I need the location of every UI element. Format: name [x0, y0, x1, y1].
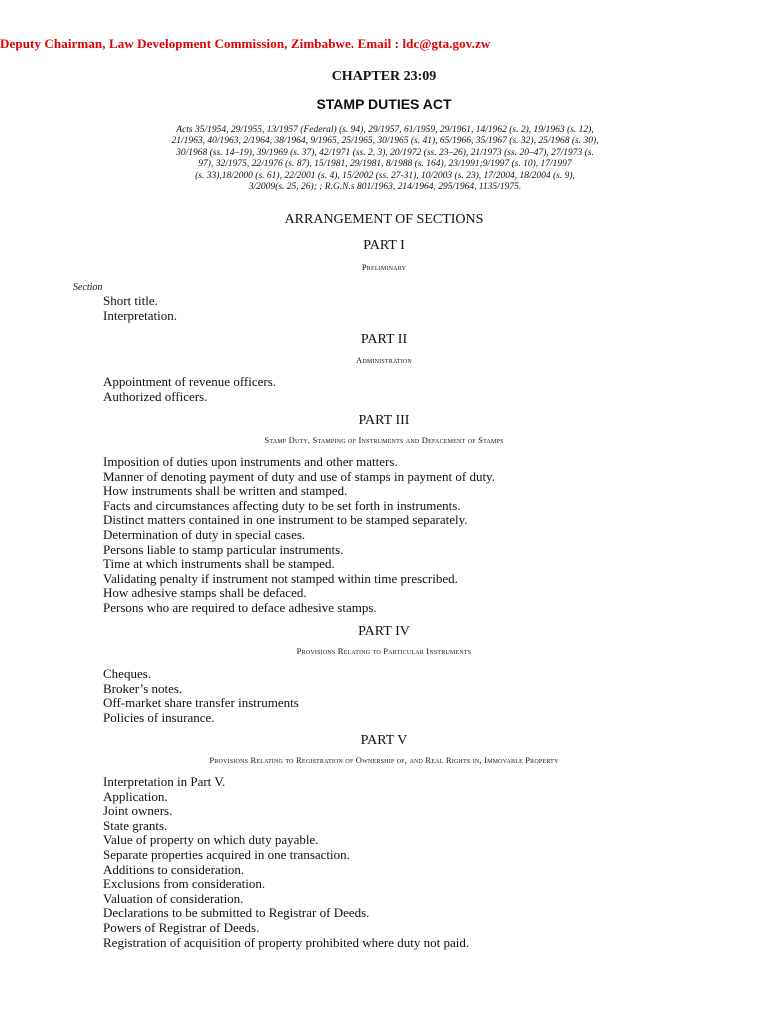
section-title: Interpretation in Part V. — [103, 774, 226, 789]
acts-citation-line: 21/1963, 40/1963, 2/1964, 38/1964, 9/1965, 25/1965, 30/1965 (s. 41), 65/1966, 35/1967 (s. 32), 25/1968 (s. 30), — [171, 136, 599, 147]
section-title: Separate properties acquired in one transaction. — [103, 846, 350, 862]
section-title: Determination of duty in special cases. — [103, 526, 306, 542]
part-subtitle: Provisions Relating to Registration of Ownership of, and Real Rights in, Immovable Property — [209, 755, 559, 765]
acts-citation-line: 3/2009(s. 25, 26); ; R.G.N.s 801/1963, 214/1964, 295/1964, 1135/1975. — [248, 182, 522, 193]
part-title: PART V — [360, 733, 408, 748]
part-subtitle: Provisions Relating to Particular Instruments — [296, 646, 472, 656]
act-title: STAMP DUTIES ACT — [316, 96, 452, 112]
arrangement-heading: ARRANGEMENT OF SECTIONS — [284, 212, 484, 227]
acts-citation-line: Acts 35/1954, 29/1955, 13/1957 (Federal) (s. 94), 29/1957, 61/1959, 29/1961, 14/1962 (s. 2), 19/1963 (s. 12), — [176, 125, 594, 135]
acts-citation — [140, 125, 630, 193]
section-title: Registration of acquisition of property prohibited where duty not paid. — [103, 934, 470, 950]
section-title: How instruments shall be written and stamped. — [103, 483, 348, 499]
part-subtitle: Preliminary — [361, 262, 407, 272]
section-title: Short title. — [103, 293, 158, 308]
section-title: Off-market share transfer instruments — [103, 695, 299, 711]
part-title: PART III — [358, 413, 410, 428]
chapter-number: CHAPTER 23:09 — [331, 69, 437, 84]
section-title: Additions to consideration. — [103, 861, 245, 877]
section-title: Valuation of consideration. — [103, 890, 244, 906]
section-title: Appointment of revenue officers. — [103, 374, 277, 389]
acts-citation-line: 30/1968 (ss. 14–19), 39/1969 (s. 37), 42/1971 (ss. 2, 3), 20/1972 (ss. 23–26), 21/1973 (ss. 20–47), 27/1973 (s. — [176, 147, 594, 158]
section-title: Powers of Registrar of Deeds. — [103, 919, 260, 935]
part-subtitle: Administration — [356, 355, 412, 365]
acts-citation-line: (s. 33),18/2000 (s. 61), 22/2001 (s. 4), 15/2002 (ss. 27-31), 10/2003 (s. 23), 17/2004, 18/2004 (s. 9), — [195, 170, 575, 181]
section-title: Imposition of duties upon instruments and other matters. — [103, 454, 398, 469]
section-title: State grants. — [103, 817, 168, 833]
part-title: PART I — [363, 238, 405, 253]
part-title: PART IV — [358, 624, 410, 639]
section-title: Persons liable to stamp particular instruments. — [103, 541, 344, 557]
header-email-line: Deputy Chairman, Law Development Commission, Zimbabwe. Email : ldc@gta.gov.zw — [0, 36, 491, 51]
section-title: Exclusions from consideration. — [103, 876, 266, 892]
section-title: Manner of denoting payment of duty and use of stamps in payment of duty. — [103, 468, 495, 484]
section-title: Application. — [103, 788, 168, 804]
section-title: Joint owners. — [103, 803, 173, 819]
acts-citation-line: 97), 32/1975, 22/1976 (s. 87), 15/1981, 29/1981, 8/1988 (s. 164), 23/1991;9/1997 (s. 10), 17/1997 — [198, 159, 572, 170]
section-title: Declarations to be submitted to Registrar of Deeds. — [103, 905, 370, 921]
part-title: PART II — [360, 332, 408, 347]
section-title: Authorized officers. — [103, 388, 208, 404]
section-title: Cheques. — [103, 666, 152, 681]
section-title: Broker’s notes. — [103, 680, 183, 696]
section-title: Time at which instruments shall be stamped. — [103, 556, 335, 572]
part-subtitle: Stamp Duty, Stamping of Instruments and Defacement of Stamps — [264, 435, 504, 445]
section-title: Interpretation. — [103, 307, 177, 323]
section-title: How adhesive stamps shall be defaced. — [103, 585, 307, 601]
section-title: Value of property on which duty payable. — [103, 832, 319, 848]
section-title: Distinct matters contained in one instrument to be stamped separately. — [103, 512, 468, 528]
section-column-label: Section — [73, 282, 103, 293]
section-title: Validating penalty if instrument not stamped within time prescribed. — [103, 570, 458, 586]
section-title: Policies of insurance. — [103, 709, 215, 725]
section-title: Persons who are required to deface adhesive stamps. — [103, 599, 377, 615]
section-title: Facts and circumstances affecting duty to be set forth in instruments. — [103, 497, 461, 513]
